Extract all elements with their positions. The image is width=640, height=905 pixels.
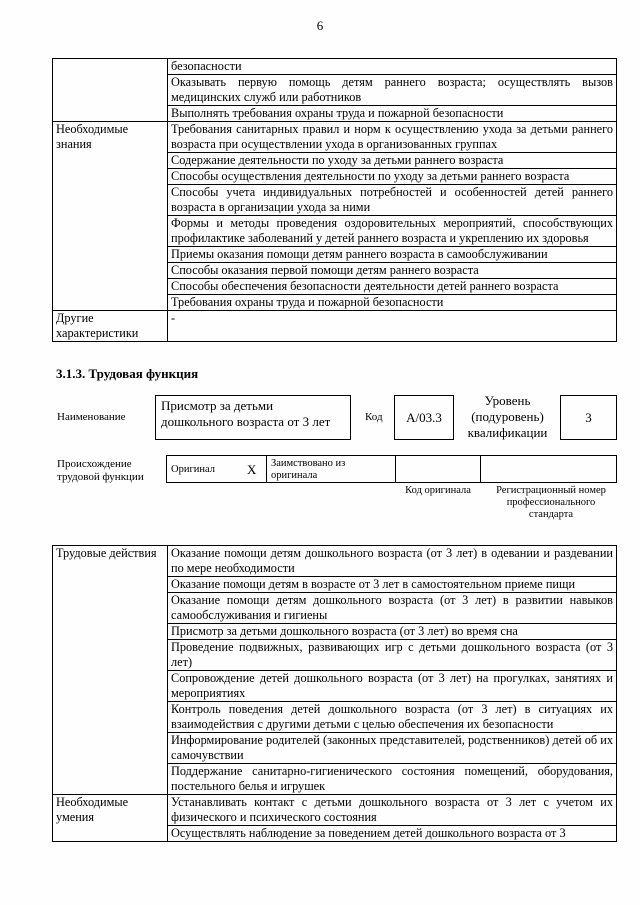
section-title: 3.1.3. Трудовая функция <box>56 366 199 381</box>
row-text: Формы и методы проведения оздоровительных мероприятий, способствующих профилактике заболеваний у детей раннего возраста и укреплению их здоровья <box>168 216 617 247</box>
code-box <box>394 395 454 440</box>
function-name-box <box>155 395 351 440</box>
row-text: Содержание деятельности по уходу за детьми раннего возраста <box>168 153 617 169</box>
actions-table <box>52 545 617 842</box>
name-label: Наименование <box>57 411 126 423</box>
function-name-value: Присмотр за детьми дошкольного возраста от 3 лет <box>161 398 331 429</box>
original-label: Оригинал <box>171 464 215 475</box>
table-row <box>53 59 617 75</box>
row-label: Необходимые знания <box>53 122 168 311</box>
row-text: Поддержание санитарно-гигиенического состояния помещений, оборудования, постельного белья и игрушек <box>168 764 617 795</box>
row-text: Оказание помощи детям дошкольного возраста (от 3 лет) в одевании и раздевании по мере необходимости <box>168 546 617 577</box>
page-number: 6 <box>316 18 324 33</box>
borrowed-box <box>266 455 396 483</box>
original-box <box>166 455 267 483</box>
level-box <box>560 395 617 440</box>
row-text: Устанавливать контакт с детьми дошкольного возраста от 3 лет с учетом их физического и психического состояния <box>168 795 617 826</box>
code-label: Код <box>365 411 383 423</box>
row-text: безопасности <box>168 59 617 75</box>
row-text: Требования санитарных правил и норм к осуществлению ухода за детьми раннего возраста при осуществлении ухода в организованных группах <box>168 122 617 153</box>
row-text: Контроль поведения детей дошкольного возраста (от 3 лет) в ситуациях их взаимодействия с другими детьми с целью обеспечения их безопасности <box>168 702 617 733</box>
row-text: - <box>168 311 617 342</box>
table-row <box>53 311 617 342</box>
row-label <box>53 59 168 122</box>
row-text: Выполнять требования охраны труда и пожарной безопасности <box>168 106 617 122</box>
row-text: Оказывать первую помощь детям раннего возраста; осуществлять вызов медицинских служб или работников <box>168 75 617 106</box>
reg-number-caption: Регистрационный номер профессионального стандарта <box>496 485 606 520</box>
orig-code-box <box>395 455 481 483</box>
knowledge-table <box>52 58 617 342</box>
reg-number-box <box>480 455 617 483</box>
row-label: Трудовые действия <box>53 546 168 795</box>
orig-code-caption: Код оригинала <box>405 485 471 496</box>
row-text: Проведение подвижных, развивающих игр с детьми дошкольного возраста (от 3 лет) <box>168 640 617 671</box>
row-text: Способы осуществления деятельности по уходу за детьми раннего возраста <box>168 169 617 185</box>
borrowed-label: Заимствовано из оригинала <box>271 458 346 481</box>
row-text: Приемы оказания помощи детям раннего возраста в самообслуживании <box>168 247 617 263</box>
row-text: Оказание помощи детям в возрасте от 3 лет в самостоятельном приеме пищи <box>168 577 617 593</box>
row-label: Необходимые умения <box>53 795 168 842</box>
table-row <box>53 546 617 577</box>
table-row <box>53 122 617 153</box>
original-mark: X <box>247 462 257 477</box>
row-text: Осуществлять наблюдение за поведением детей дошкольного возраста от 3 <box>168 826 617 842</box>
level-label: Уровень (подуровень) квалификации <box>467 393 548 440</box>
row-text: Оказание помощи детям дошкольного возраста (от 3 лет) в развитии навыков самообслуживания и гигиены <box>168 593 617 624</box>
level-value: 3 <box>585 410 592 425</box>
row-text: Способы обеспечения безопасности деятельности детей раннего возраста <box>168 279 617 295</box>
table-row <box>53 795 617 826</box>
row-text: Требования охраны труда и пожарной безопасности <box>168 295 617 311</box>
row-text: Способы оказания первой помощи детям раннего возраста <box>168 263 617 279</box>
code-value: А/03.3 <box>406 410 442 425</box>
row-text: Присмотр за детьми дошкольного возраста (от 3 лет) во время сна <box>168 624 617 640</box>
row-text: Способы учета индивидуальных потребностей и особенностей детей раннего возраста в организации ухода за ними <box>168 185 617 216</box>
row-label: Другие характеристики <box>53 311 168 342</box>
origin-label: Происхождение трудовой функции <box>57 458 144 483</box>
row-text: Сопровождение детей дошкольного возраста (от 3 лет) на прогулках, занятиях и мероприятиях <box>168 671 617 702</box>
row-text: Информирование родителей (законных представителей, родственников) детей об их самочувствии <box>168 733 617 764</box>
